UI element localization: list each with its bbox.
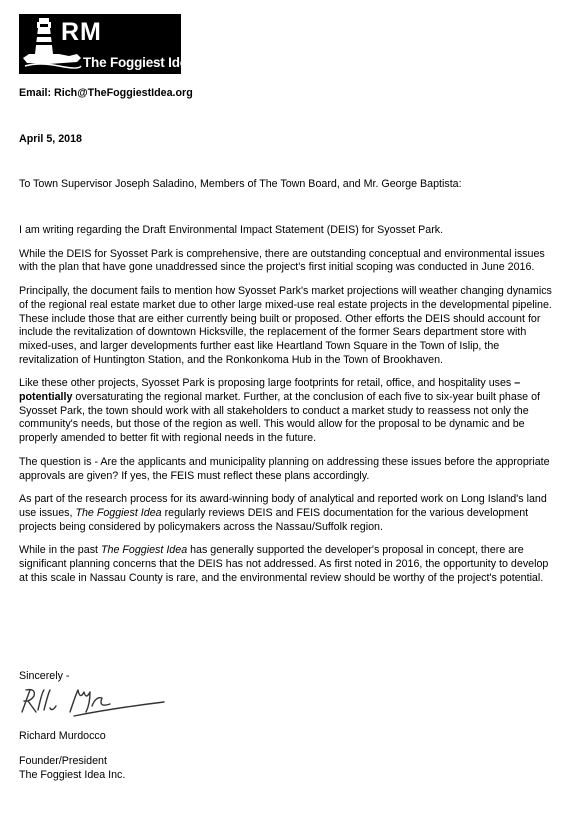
paragraph-5: The question is - Are the applicants and municipality planning on addressing these issues before the appropriate approvals are given? If yes, the FEIS must reflect these plans accordingly. [19,455,550,482]
paragraph-3: Principally, the document fails to mention how Syosset Park's market projections will weather changing dynamics of the regional real estate market due to other large mixed-use real estate projects in the developmental pipeline. These include those that are either currently being built or proposed. Other efforts the DEIS should account for include the revitalization of downtown Hicksville, the replacement of the former Sears department store with mixed-uses, and larger developments further east like Heartland Town Square in the Town of Islip, the revitalization of Huntington Station, and the Ronkonkoma Hub in the Town of Brookhaven. [19,285,552,366]
paragraph-7 [19,544,554,585]
paragraph-6-italic: The Foggiest Idea [75,506,162,519]
paragraph-4-part-a: Like these other projects, Syosset Park is proposing large footprints for retail, office, and hospitality uses [19,377,515,390]
signer-name: Richard Murdocco [19,730,106,742]
letter-date: April 5, 2018 [19,133,82,145]
paragraph-4-part-b: oversaturating the regional market. Further, at the conclusion of each five to six-year built phase of Syosset Park, the town should work with all stakeholders to conduct a market study to reassess not only the community's needs, but those of the region as well. This would allow for the proposal to be dynamic and be properly amended to better fit with regional needs in the future. [19,391,540,445]
paragraph-1: I am writing regarding the Draft Environmental Impact Statement (DEIS) for Syosset Park. [19,224,444,236]
paragraph-4 [19,377,554,446]
signer-title-block [19,755,125,782]
paragraph-6 [19,493,554,534]
paragraph-6-part-b: regularly reviews DEIS and FEIS documentation for the various development projects being considered by policymakers across the Nassau/Suffolk region. [19,506,529,533]
paragraph-2: While the DEIS for Syosset Park is comprehensive, there are outstanding conceptual and environmental issues with the plan that have gone unaddressed since the project's first initial scoping was conducted in June 2016. [19,247,545,274]
paragraph-6-part-a: As part of the research process for its award-winning body of analytical and reported work on Long Island's land use issues, [19,493,547,519]
paragraph-7-italic: The Foggiest Idea [100,544,188,557]
paragraph-7-part-a: While in the past [19,544,101,557]
logo-name: The Foggiest Idea [83,55,195,70]
salutation: To Town Supervisor Joseph Saladino, Members of The Town Board, and Mr. George Baptista: [19,178,462,190]
closing: Sincerely - [19,670,70,682]
paragraph-7-part-b: has generally supported the developer's proposal in concept, there are significant planning concerns that the DEIS has not addressed. As first noted in 2016, the opportunity to develop at this scale in Nassau County is rare, and the environmental review should be worthy of the project's potential. [19,544,549,584]
paragraph-4-emphasis: – potentially [19,377,521,404]
handwritten-signature [14,682,174,722]
letter-body [19,224,554,595]
email-line: Email: Rich@TheFoggiestIdea.org [19,87,193,99]
logo [19,14,195,74]
logo-initials: RM [61,18,102,46]
signer-title: Founder/President [19,755,107,767]
signer-company: The Foggiest Idea Inc. [19,768,126,781]
